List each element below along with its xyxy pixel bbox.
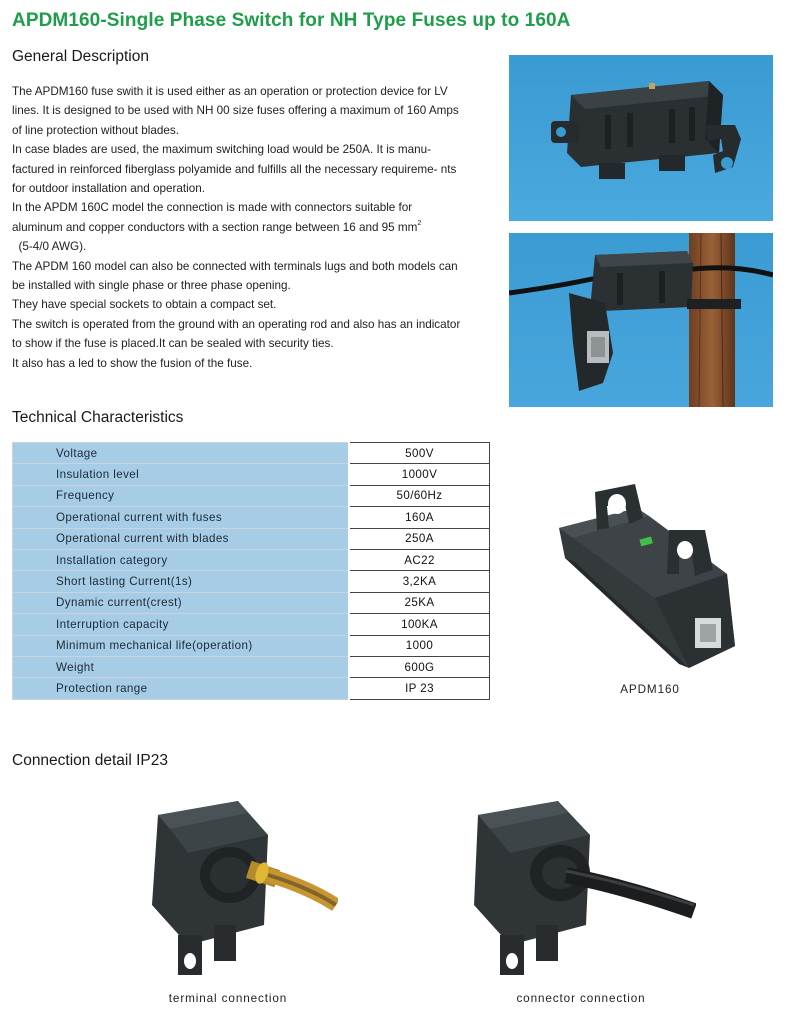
table-row xyxy=(13,571,490,592)
spec-label: Protection range xyxy=(13,678,350,699)
product-photo-studio xyxy=(509,55,773,221)
technical-characteristics-heading: Technical Characteristics xyxy=(12,409,184,426)
terminal-connection-photo xyxy=(118,795,338,985)
spec-value: 3,2KA xyxy=(349,571,490,592)
spec-value: 100KA xyxy=(349,614,490,635)
product-render-apdm160 xyxy=(545,478,745,678)
description-paragraph xyxy=(12,198,462,256)
connector-connection-photo xyxy=(466,795,696,985)
spec-label: Voltage xyxy=(13,443,350,464)
table-row xyxy=(13,614,490,635)
spec-value: IP 23 xyxy=(349,678,490,699)
spec-label: Frequency xyxy=(13,485,350,506)
spec-label: Dynamic current(crest) xyxy=(13,592,350,613)
description-paragraph: In case blades are used, the maximum switching load would be 250A. It is manu- factured in reinforced fiberglass polyamide and fulfills all the necessary requireme- nts for outdoor installation and operation. xyxy=(12,143,457,196)
spec-label: Operational current with fuses xyxy=(13,507,350,528)
superscript-text: 2 xyxy=(417,219,422,227)
spec-label: Short lasting Current(1s) xyxy=(13,571,350,592)
terminal-connection-caption: terminal connection xyxy=(168,992,288,1005)
table-row xyxy=(13,507,490,528)
product-photo-pole xyxy=(509,233,773,407)
description-paragraph: The APDM 160 model can also be connected with terminals lugs and both models can be installed with single phase or three phase opening. xyxy=(12,259,458,293)
spec-label: Insulation level xyxy=(13,464,350,485)
spec-value: AC22 xyxy=(349,549,490,570)
connection-detail-heading: Connection detail IP23 xyxy=(12,752,168,769)
general-description-body xyxy=(12,82,462,373)
table-row xyxy=(13,485,490,506)
table-row xyxy=(13,678,490,699)
spec-label: Installation category xyxy=(13,549,350,570)
spec-label: Weight xyxy=(13,656,350,677)
spec-value: 500V xyxy=(349,443,490,464)
spec-label: Interruption capacity xyxy=(13,614,350,635)
spec-value: 1000V xyxy=(349,464,490,485)
general-description-heading: General Description xyxy=(12,48,149,65)
spec-value: 160A xyxy=(349,507,490,528)
page-title: APDM160-Single Phase Switch for NH Type Fuses up to 160A xyxy=(12,10,571,31)
spec-label: Operational current with blades xyxy=(13,528,350,549)
table-row xyxy=(13,656,490,677)
table-row xyxy=(13,443,490,464)
spec-value: 50/60Hz xyxy=(349,485,490,506)
technical-characteristics-table xyxy=(12,442,490,700)
spec-value: 1000 xyxy=(349,635,490,656)
connector-connection-caption: connector connection xyxy=(516,992,646,1005)
awg-note: (5-4/0 AWG). xyxy=(18,240,87,254)
description-paragraph: The APDM160 fuse swith it is used either as an operation or protection device for LV lines. It is designed to be used with NH 00 size fuses offering a maximum of 160 Amps of line protection without blades. xyxy=(12,85,459,137)
description-paragraph: It also has a led to show the fusion of the fuse. xyxy=(12,356,253,370)
table-row xyxy=(13,592,490,613)
table-row xyxy=(13,528,490,549)
spec-value: 25KA xyxy=(349,592,490,613)
table-row xyxy=(13,464,490,485)
spec-value: 250A xyxy=(349,528,490,549)
description-paragraph: The switch is operated from the ground with an operating rod and also has an indicator to show if the fuse is placed.It can be sealed with security ties. xyxy=(12,317,461,351)
product-caption: APDM160 xyxy=(620,683,680,696)
table-row xyxy=(13,549,490,570)
description-text: In the APDM 160C model the connection is made with connectors suitable for aluminum and copper conductors with a section range between 16 and 95 mm xyxy=(12,201,418,234)
table-row xyxy=(13,635,490,656)
spec-label: Minimum mechanical life(operation) xyxy=(13,635,350,656)
description-paragraph: They have special sockets to obtain a compact set. xyxy=(12,298,277,312)
spec-value: 600G xyxy=(349,656,490,677)
